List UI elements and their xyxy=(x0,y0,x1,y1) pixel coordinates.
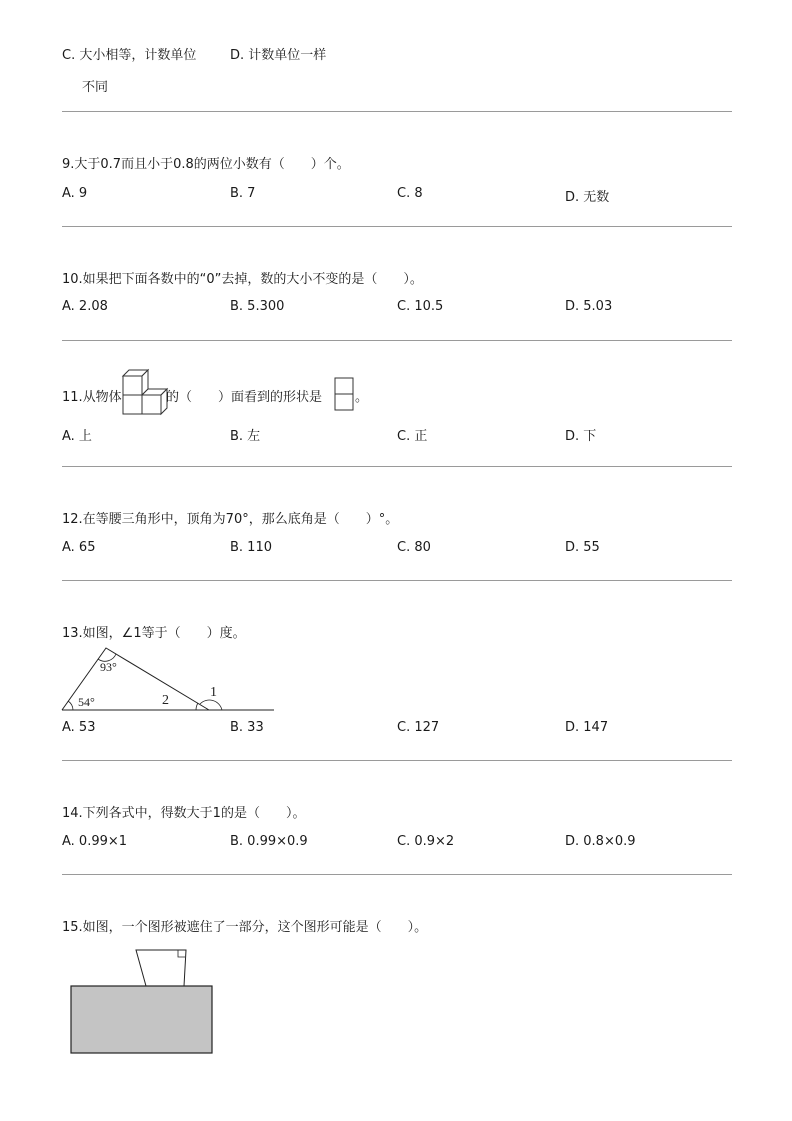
q10-option-d[interactable]: D. 5.03 xyxy=(565,299,613,314)
q14-option-a[interactable]: A. 0.99×1 xyxy=(62,834,128,849)
triangle-figure xyxy=(62,646,276,714)
question-11-stem-middle: 的（ ）面看到的形状是 xyxy=(166,390,323,405)
cube-object-figure xyxy=(122,375,164,417)
q8-option-c[interactable]: C. 大小相等，计数单位 xyxy=(62,48,197,63)
divider xyxy=(62,340,732,341)
q8-option-d[interactable]: D. 计数单位一样 xyxy=(230,48,327,63)
question-15-stem: 15.如图，一个图形被遮住了一部分，这个图形可能是（ ）。 xyxy=(62,920,428,935)
question-11-stem-end: 。 xyxy=(355,390,369,405)
question-10-stem: 10.如果把下面各数中的“0”去掉，数的大小不变的是（ ）。 xyxy=(62,272,423,287)
divider xyxy=(62,111,732,112)
q13-option-d[interactable]: D. 147 xyxy=(565,720,609,735)
divider xyxy=(62,874,732,875)
question-12-stem: 12.在等腰三角形中，顶角为70°，那么底角是（ ）°。 xyxy=(62,512,399,527)
q8-option-c-continued: 不同 xyxy=(82,80,109,95)
angle-label-93: 93° xyxy=(100,660,117,674)
q13-option-a[interactable]: A. 53 xyxy=(62,720,96,735)
q11-option-a[interactable]: A. 上 xyxy=(62,429,92,444)
q14-option-b[interactable]: B. 0.99×0.9 xyxy=(230,834,308,849)
question-14-stem: 14.下列各式中，得数大于1的是（ ）。 xyxy=(62,806,306,821)
view-shape-figure xyxy=(334,377,354,413)
q9-option-d[interactable]: D. 无数 xyxy=(565,190,610,205)
question-9-stem: 9.大于0.7而且小于0.8的两位小数有（ ）个。 xyxy=(62,157,350,172)
q12-option-d[interactable]: D. 55 xyxy=(565,540,600,555)
q11-option-d[interactable]: D. 下 xyxy=(565,429,597,444)
q10-option-b[interactable]: B. 5.300 xyxy=(230,299,285,314)
angle-label-1: 1 xyxy=(210,685,217,700)
q12-option-c[interactable]: C. 80 xyxy=(397,540,431,555)
angle-label-54: 54° xyxy=(78,695,95,709)
q14-option-d[interactable]: D. 0.8×0.9 xyxy=(565,834,636,849)
divider xyxy=(62,580,732,581)
q10-option-a[interactable]: A. 2.08 xyxy=(62,299,108,314)
divider xyxy=(62,226,732,227)
q14-option-c[interactable]: C. 0.9×2 xyxy=(397,834,455,849)
divider xyxy=(62,466,732,467)
q11-option-c[interactable]: C. 正 xyxy=(397,429,428,444)
angle-label-2: 2 xyxy=(162,693,169,708)
q9-option-c[interactable]: C. 8 xyxy=(397,186,423,201)
q11-option-b[interactable]: B. 左 xyxy=(230,429,261,444)
q9-option-b[interactable]: B. 7 xyxy=(230,186,256,201)
q13-option-b[interactable]: B. 33 xyxy=(230,720,264,735)
q9-option-a[interactable]: A. 9 xyxy=(62,186,88,201)
q12-option-b[interactable]: B. 110 xyxy=(230,540,272,555)
question-11-stem-start: 11.从物体 xyxy=(62,390,122,405)
covered-shape-figure xyxy=(68,948,216,1056)
q10-option-c[interactable]: C. 10.5 xyxy=(397,299,444,314)
question-13-stem: 13.如图，∠1等于（ ）度。 xyxy=(62,626,246,641)
q13-option-c[interactable]: C. 127 xyxy=(397,720,440,735)
q12-option-a[interactable]: A. 65 xyxy=(62,540,96,555)
divider xyxy=(62,760,732,761)
